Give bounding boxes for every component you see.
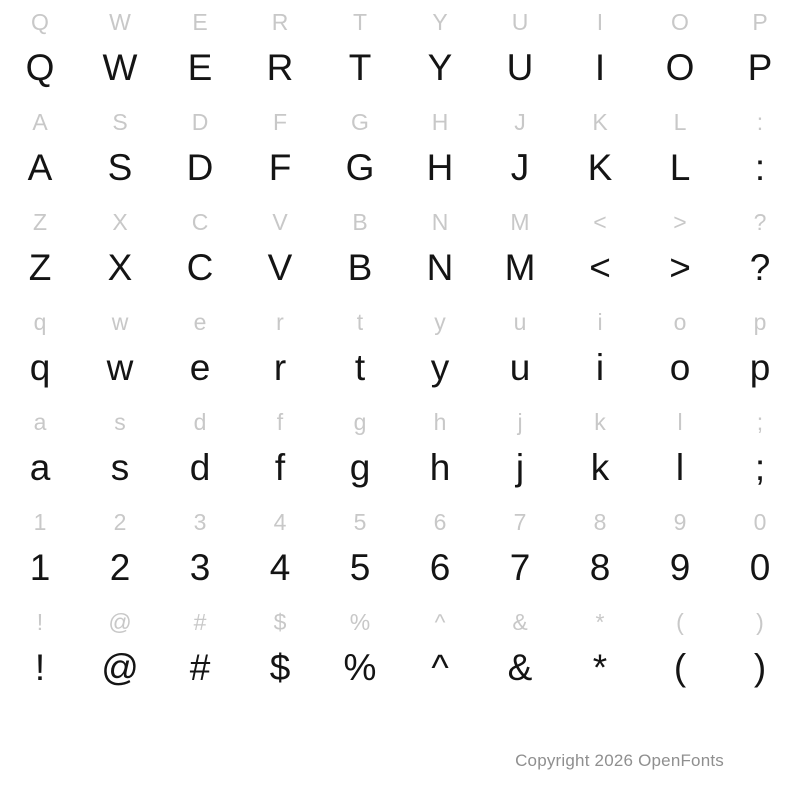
glyph-cell <box>0 402 80 502</box>
glyph-cell <box>400 502 480 602</box>
glyph-preview-small: U <box>511 8 529 35</box>
glyph-cell <box>720 602 800 702</box>
glyph-cell <box>640 202 720 302</box>
glyph-preview-small: 5 <box>353 508 367 535</box>
glyph-preview-large: l <box>675 446 685 488</box>
glyph-cell <box>480 302 560 402</box>
glyph-preview-large: ; <box>754 446 766 488</box>
glyph-preview-small: ; <box>756 408 764 435</box>
glyph-preview-large: S <box>107 146 133 188</box>
glyph-preview-large: B <box>347 246 373 288</box>
glyph-preview-small: 6 <box>433 508 447 535</box>
copyright-notice: Copyright 2026 OpenFonts <box>515 751 724 770</box>
glyph-preview-large: j <box>515 446 525 488</box>
glyph-preview-small: i <box>597 308 603 335</box>
glyph-preview-small: R <box>271 8 289 35</box>
glyph-preview-small: 9 <box>673 508 687 535</box>
glyph-cell <box>480 502 560 602</box>
glyph-preview-large: o <box>669 346 691 388</box>
glyph-preview-large: ? <box>749 246 771 288</box>
glyph-cell <box>160 502 240 602</box>
glyph-preview-large: $ <box>269 646 291 688</box>
glyph-preview-small: o <box>673 308 687 335</box>
glyph-preview-small: ? <box>753 208 767 235</box>
glyph-preview-small: O <box>671 8 689 35</box>
glyph-preview-large: 3 <box>189 546 211 588</box>
glyph-cell <box>560 402 640 502</box>
glyph-preview-small: w <box>111 308 129 335</box>
glyph-preview-small: ( <box>676 608 684 635</box>
glyph-preview-small: ^ <box>434 608 446 635</box>
glyph-preview-small: ) <box>756 608 764 635</box>
glyph-preview-large: s <box>110 446 130 488</box>
glyph-preview-large: ^ <box>431 646 449 688</box>
glyph-preview-small: H <box>431 108 449 135</box>
glyph-preview-large: Z <box>28 246 52 288</box>
glyph-cell <box>480 402 560 502</box>
glyph-preview-small: Q <box>31 8 49 35</box>
glyph-cell <box>320 102 400 202</box>
glyph-cell <box>160 602 240 702</box>
glyph-preview-large: g <box>349 446 371 488</box>
glyph-row <box>0 102 800 202</box>
glyph-preview-large: 1 <box>29 546 51 588</box>
glyph-preview-small: 1 <box>33 508 47 535</box>
glyph-cell <box>720 502 800 602</box>
glyph-preview-large: q <box>29 346 51 388</box>
glyph-cell <box>80 2 160 102</box>
glyph-preview-large: Y <box>427 46 453 88</box>
glyph-preview-small: q <box>33 308 47 335</box>
glyph-preview-large: f <box>274 446 286 488</box>
glyph-cell <box>400 2 480 102</box>
glyph-preview-large: H <box>426 146 454 188</box>
glyph-preview-large: R <box>266 46 294 88</box>
glyph-preview-large: ( <box>673 646 687 688</box>
glyph-preview-small: L <box>673 108 687 135</box>
glyph-preview-small: 7 <box>513 508 527 535</box>
glyph-preview-small: t <box>356 308 364 335</box>
glyph-preview-large: Q <box>25 46 55 88</box>
glyph-preview-small: N <box>431 208 449 235</box>
glyph-preview-small: G <box>351 108 369 135</box>
glyph-preview-small: s <box>114 408 126 435</box>
glyph-preview-large: O <box>665 46 695 88</box>
glyph-preview-small: W <box>109 8 131 35</box>
glyph-preview-small: X <box>112 208 128 235</box>
glyph-preview-small: d <box>193 408 207 435</box>
glyph-preview-large: u <box>509 346 531 388</box>
glyph-preview-small: r <box>276 308 284 335</box>
glyph-preview-small: p <box>753 308 767 335</box>
glyph-preview-large: # <box>189 646 211 688</box>
glyph-preview-large: U <box>506 46 534 88</box>
glyph-cell <box>480 602 560 702</box>
glyph-preview-small: & <box>512 608 528 635</box>
glyph-cell <box>0 602 80 702</box>
glyph-cell <box>160 102 240 202</box>
glyph-cell <box>560 502 640 602</box>
glyph-preview-large: ! <box>34 646 46 688</box>
glyph-cell <box>320 2 400 102</box>
glyph-cell <box>480 102 560 202</box>
glyph-preview-large: p <box>749 346 771 388</box>
glyph-cell <box>0 2 80 102</box>
glyph-cell <box>240 502 320 602</box>
glyph-row <box>0 202 800 302</box>
glyph-preview-small: < <box>593 208 607 235</box>
glyph-preview-small: Y <box>432 8 448 35</box>
glyph-cell <box>400 202 480 302</box>
glyph-cell <box>720 302 800 402</box>
glyph-preview-large: r <box>273 346 287 388</box>
glyph-preview-large: % <box>343 646 377 688</box>
glyph-preview-small: : <box>756 108 764 135</box>
glyph-cell <box>400 102 480 202</box>
glyph-preview-small: f <box>276 408 284 435</box>
glyph-cell <box>320 302 400 402</box>
glyph-preview-large: 8 <box>589 546 611 588</box>
glyph-preview-large: k <box>590 446 610 488</box>
glyph-preview-large: e <box>189 346 211 388</box>
glyph-cell <box>160 302 240 402</box>
glyph-preview-large: 0 <box>749 546 771 588</box>
glyph-cell <box>160 2 240 102</box>
glyph-preview-small: B <box>352 208 368 235</box>
glyph-preview-large: < <box>589 246 611 288</box>
glyph-preview-small: T <box>352 8 368 35</box>
glyph-preview-small: 3 <box>193 508 207 535</box>
glyph-cell <box>80 102 160 202</box>
glyph-preview-large: P <box>747 46 773 88</box>
glyph-preview-large: i <box>595 346 605 388</box>
glyph-preview-small: ! <box>36 608 44 635</box>
glyph-cell <box>80 202 160 302</box>
glyph-cell <box>80 502 160 602</box>
glyph-preview-small: 8 <box>593 508 607 535</box>
glyph-preview-large: V <box>267 246 293 288</box>
glyph-preview-large: 4 <box>269 546 291 588</box>
glyph-row <box>0 602 800 702</box>
glyph-cell <box>640 402 720 502</box>
glyph-cell <box>640 2 720 102</box>
glyph-preview-small: a <box>33 408 47 435</box>
glyph-row <box>0 2 800 102</box>
glyph-preview-large: 9 <box>669 546 691 588</box>
glyph-cell <box>0 502 80 602</box>
glyph-preview-large: M <box>504 246 536 288</box>
glyph-preview-small: F <box>272 108 288 135</box>
glyph-cell <box>320 602 400 702</box>
glyph-preview-small: > <box>673 208 687 235</box>
glyph-cell <box>400 402 480 502</box>
glyph-cell <box>640 602 720 702</box>
glyph-preview-small: $ <box>273 608 287 635</box>
glyph-cell <box>640 502 720 602</box>
glyph-preview-large: E <box>187 46 213 88</box>
glyph-preview-large: K <box>587 146 613 188</box>
glyph-cell <box>240 202 320 302</box>
glyph-preview-large: A <box>27 146 53 188</box>
glyph-preview-small: J <box>514 108 526 135</box>
glyph-preview-large: T <box>348 46 372 88</box>
glyph-preview-small: # <box>193 608 207 635</box>
glyph-preview-large: J <box>510 146 530 188</box>
glyph-preview-large: d <box>189 446 211 488</box>
glyph-preview-small: D <box>191 108 209 135</box>
glyph-preview-small: @ <box>108 608 132 635</box>
glyph-cell <box>240 2 320 102</box>
glyph-cell <box>560 2 640 102</box>
glyph-cell <box>480 202 560 302</box>
glyph-cell <box>80 602 160 702</box>
glyph-preview-small: S <box>112 108 128 135</box>
glyph-preview-small: C <box>191 208 209 235</box>
glyph-preview-small: l <box>677 408 683 435</box>
glyph-preview-large: 2 <box>109 546 131 588</box>
glyph-preview-small: * <box>595 608 605 635</box>
glyph-preview-large: 6 <box>429 546 451 588</box>
glyph-cell <box>0 202 80 302</box>
glyph-preview-large: N <box>426 246 454 288</box>
glyph-cell <box>720 402 800 502</box>
glyph-preview-small: A <box>32 108 48 135</box>
glyph-cell <box>720 2 800 102</box>
glyph-cell <box>640 302 720 402</box>
glyph-preview-large: @ <box>101 646 139 688</box>
glyph-cell <box>480 2 560 102</box>
glyph-preview-small: 0 <box>753 508 767 535</box>
glyph-preview-large: X <box>107 246 133 288</box>
glyph-cell <box>720 202 800 302</box>
glyph-row <box>0 302 800 402</box>
glyph-preview-large: h <box>429 446 451 488</box>
glyph-preview-large: G <box>345 146 375 188</box>
glyph-preview-large: C <box>186 246 214 288</box>
glyph-cell <box>240 602 320 702</box>
glyph-cell <box>240 302 320 402</box>
glyph-preview-large: D <box>186 146 214 188</box>
glyph-row <box>0 502 800 602</box>
glyph-preview-small: Z <box>32 208 48 235</box>
glyph-preview-large: ) <box>753 646 767 688</box>
glyph-cell <box>0 102 80 202</box>
glyph-cell <box>320 502 400 602</box>
glyph-preview-large: t <box>354 346 366 388</box>
glyph-preview-small: K <box>592 108 608 135</box>
glyph-preview-small: E <box>192 8 208 35</box>
glyph-cell <box>720 102 800 202</box>
glyph-preview-large: I <box>594 46 606 88</box>
glyph-cell <box>560 202 640 302</box>
glyph-preview-small: y <box>434 308 446 335</box>
glyph-preview-small: g <box>353 408 367 435</box>
glyph-row <box>0 402 800 502</box>
glyph-cell <box>160 402 240 502</box>
glyph-preview-large: > <box>669 246 691 288</box>
glyph-cell <box>400 302 480 402</box>
glyph-preview-small: j <box>517 408 523 435</box>
glyph-cell <box>320 402 400 502</box>
glyph-preview-small: k <box>594 408 606 435</box>
glyph-preview-small: e <box>193 308 207 335</box>
glyph-preview-large: W <box>102 46 138 88</box>
glyph-cell <box>0 302 80 402</box>
glyph-preview-small: M <box>510 208 530 235</box>
glyph-cell <box>160 202 240 302</box>
glyph-cell <box>80 402 160 502</box>
glyph-cell <box>240 402 320 502</box>
glyph-preview-small: h <box>433 408 447 435</box>
glyph-preview-large: y <box>430 346 450 388</box>
glyph-preview-large: 7 <box>509 546 531 588</box>
glyph-preview-small: V <box>272 208 288 235</box>
glyph-preview-large: L <box>669 146 691 188</box>
glyph-preview-large: a <box>29 446 51 488</box>
glyph-preview-small: P <box>752 8 768 35</box>
glyph-preview-small: u <box>513 308 527 335</box>
glyph-preview-large: F <box>268 146 292 188</box>
glyph-preview-large: : <box>754 146 766 188</box>
glyph-cell <box>240 102 320 202</box>
glyph-preview-small: 2 <box>113 508 127 535</box>
glyph-cell <box>640 102 720 202</box>
glyph-preview-large: 5 <box>349 546 371 588</box>
glyph-cell <box>560 602 640 702</box>
glyph-preview-large: w <box>106 346 134 388</box>
glyph-preview-large: * <box>592 646 608 688</box>
glyph-preview-small: I <box>596 8 604 35</box>
glyph-cell <box>560 102 640 202</box>
glyph-preview-small: % <box>349 608 371 635</box>
glyph-cell <box>80 302 160 402</box>
glyph-preview-small: 4 <box>273 508 287 535</box>
glyph-cell <box>320 202 400 302</box>
glyph-cell <box>400 602 480 702</box>
glyph-preview-large: & <box>507 646 533 688</box>
glyph-cell <box>560 302 640 402</box>
